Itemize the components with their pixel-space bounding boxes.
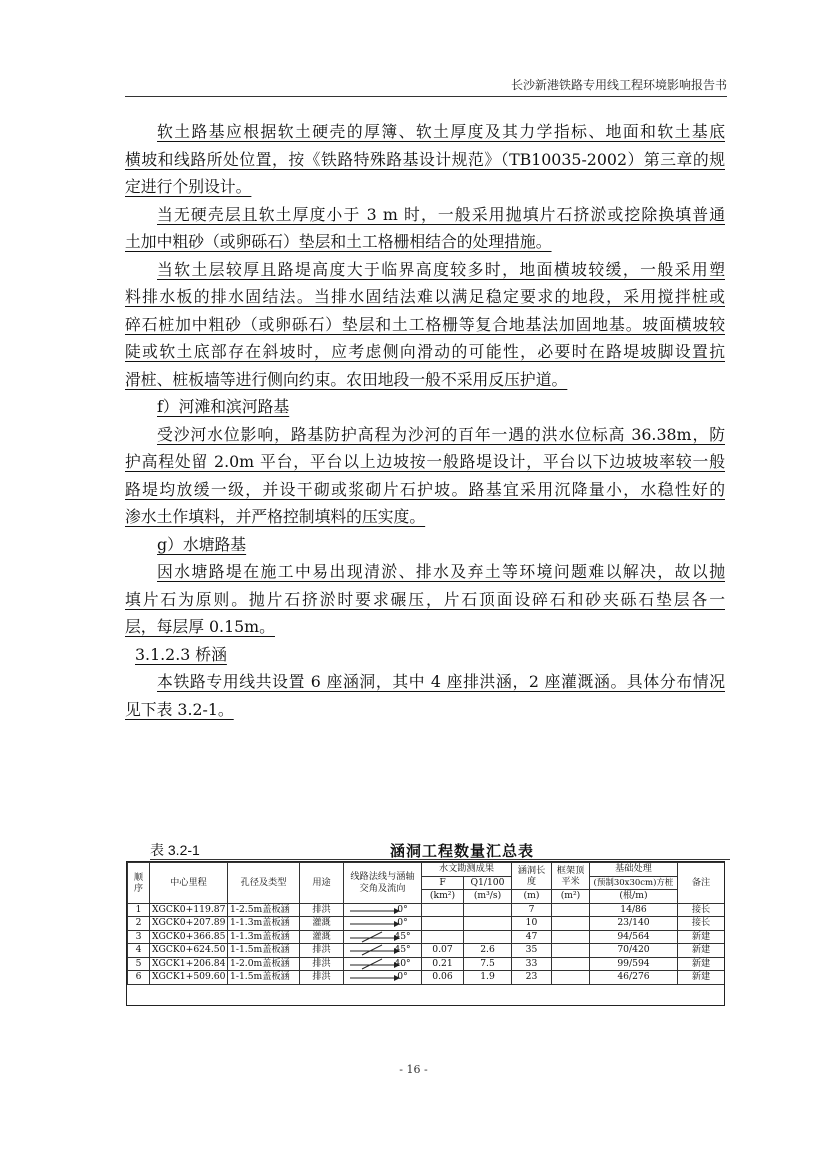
cell-length: 10 (512, 917, 552, 931)
th-hydro: 水文勘测成果 (422, 863, 512, 877)
cell-seq: 3 (128, 930, 150, 944)
cell-frame (552, 930, 590, 944)
th-f-unit: (km²) (422, 890, 464, 904)
th-foundation-sub: (预制30x30cm)方桩 (590, 876, 678, 890)
cell-foundation: 99/594 (590, 957, 678, 971)
heading-f: f）河滩和滨河路基 (157, 397, 290, 416)
cell-foundation: 23/140 (590, 917, 678, 931)
th-foundation: 基础处理 (590, 863, 678, 877)
cell-f: 0.06 (422, 971, 464, 985)
angle-value: 0° (397, 917, 408, 929)
table-number: 表 3.2-1 (150, 842, 200, 858)
cell-angle (344, 903, 422, 917)
cell-mileage: XGCK0+119.87 (150, 903, 228, 917)
cell-foundation: 94/564 (590, 930, 678, 944)
table-row (128, 957, 725, 971)
cell-seq: 1 (128, 903, 150, 917)
caption-rule (150, 859, 730, 860)
table-row (128, 903, 725, 917)
cell-length: 33 (512, 957, 552, 971)
cell-aperture: 1-2.0m盖板涵 (228, 957, 300, 971)
cell-f: 0.21 (422, 957, 464, 971)
p5-line-2: 填片石为原则。抛片石挤淤时要求碾压，片石顶面设碎石和砂夹砾石垫层各一 (125, 589, 725, 609)
angle-value: 45° (394, 944, 411, 956)
body-text (125, 118, 725, 723)
p1-line-3: 定进行个别设计。 (125, 177, 252, 196)
header-row-1 (128, 863, 725, 877)
cell-q: 7.5 (464, 957, 512, 971)
th-f: F (422, 876, 464, 890)
p5-line-1: 因水塘路堤在施工中易出现清淤、排水及弃土等环境问题难以解决，故以抛 (157, 562, 725, 581)
th-frame-unit: (m²) (552, 890, 590, 904)
p4-line-1: 受沙河水位影响，路基防护高程为沙河的百年一遇的洪水位标高 36.38m，防 (157, 424, 725, 444)
cell-aperture: 1-1.3m盖板涵 (228, 917, 300, 931)
cell-frame (552, 971, 590, 985)
cell-mileage: XGCK0+207.89 (150, 917, 228, 931)
p3-line-2: 料排水板的排水固结法。当排水固结法难以满足稳定要求的地段，采用搅拌桩或 (125, 287, 725, 306)
th-length-unit: (m) (512, 890, 552, 904)
header-rule (125, 96, 727, 97)
cell-aperture: 1-2.5m盖板涵 (228, 903, 300, 917)
th-frame: 框架顶平米 (552, 863, 590, 890)
cell-remark: 接长 (678, 903, 725, 917)
cell-frame (552, 917, 590, 931)
cell-use: 排洪 (300, 903, 344, 917)
running-header: 长沙新港铁路专用线工程环境影响报告书 (510, 78, 727, 92)
th-seq: 顺序 (128, 863, 150, 904)
cell-q: 2.6 (464, 944, 512, 958)
table-title: 涵洞工程数量汇总表 (390, 842, 535, 860)
cell-angle (344, 917, 422, 931)
table-caption (150, 840, 730, 860)
cell-mileage: XGCK1+509.60 (150, 971, 228, 985)
p3-line-5: 滑桩、桩板墙等进行侧向约束。农田地段一般不采用反压护道。 (125, 369, 568, 389)
table-row (128, 944, 725, 958)
cell-f: 0.07 (422, 944, 464, 958)
cell-seq: 4 (128, 944, 150, 958)
cell-q (464, 903, 512, 917)
p2-line-2: 土加中粗砂（或卵砾石）垫层和土工格栅相结合的处理措施。 (125, 232, 552, 251)
heading-g: g）水塘路基 (157, 534, 247, 554)
culvert-table (127, 862, 725, 985)
cell-remark: 新建 (678, 971, 725, 985)
th-foundation-unit: (根/m) (590, 890, 678, 904)
cell-use: 排洪 (300, 944, 344, 958)
p4-line-3: 路堤均放缓一级，并设干砌或浆砌片石护坡。路基宜采用沉降量小，水稳性好的 (125, 479, 725, 499)
cell-length: 7 (512, 903, 552, 917)
cell-f (422, 917, 464, 931)
th-angle: 线路法线与涵轴交角及流向 (344, 863, 422, 904)
page-number: - 16 - (399, 1063, 428, 1076)
angle-value: 45° (394, 930, 411, 942)
cell-frame (552, 957, 590, 971)
p3-line-1: 当软土层较厚且路堤高度大于临界高度较多时，地面横坡较缓，一般采用塑 (157, 259, 725, 279)
p6-line-2: 见下表 3.2-1。 (125, 699, 234, 719)
cell-mileage: XGCK0+624.50 (150, 944, 228, 958)
th-use: 用途 (300, 863, 344, 904)
th-remark: 备注 (678, 863, 725, 904)
cell-angle (344, 971, 422, 985)
th-aperture: 孔径及类型 (228, 863, 300, 904)
th-mileage: 中心里程 (150, 863, 228, 904)
th-q: Q1/100 (464, 876, 512, 890)
table-body (128, 903, 725, 984)
cell-remark: 新建 (678, 944, 725, 958)
table-row (128, 917, 725, 931)
cell-frame (552, 903, 590, 917)
th-length: 涵洞长度 (512, 863, 552, 890)
cell-angle (344, 957, 422, 971)
cell-length: 23 (512, 971, 552, 985)
cell-seq: 6 (128, 971, 150, 985)
cell-mileage: XGCK1+206.84 (150, 957, 228, 971)
cell-q: 1.9 (464, 971, 512, 985)
cell-aperture: 1-1.5m盖板涵 (228, 971, 300, 985)
p4-line-2: 护高程处留 2.0m 平台，平台以上边坡按一般路堤设计，平台以下边坡坡率较一般 (125, 452, 725, 471)
th-q-unit: (m³/s) (464, 890, 512, 904)
table-row (128, 971, 725, 985)
cell-use: 灌溉 (300, 930, 344, 944)
angle-value: 0° (397, 903, 408, 915)
cell-use: 灌溉 (300, 917, 344, 931)
cell-remark: 新建 (678, 930, 725, 944)
cell-aperture: 1-1.3m盖板涵 (228, 930, 300, 944)
cell-f (422, 930, 464, 944)
cell-aperture: 1-1.5m盖板涵 (228, 944, 300, 958)
cell-q (464, 930, 512, 944)
cell-foundation: 14/86 (590, 903, 678, 917)
p6-line-1: 本铁路专用线共设置 6 座涵洞，其中 4 座排洪涵，2 座灌溉涵。具体分布情况 (157, 672, 725, 691)
cell-angle (344, 930, 422, 944)
p1-line-1: 软土路基应根据软土硬壳的厚簿、软土厚度及其力学指标、地面和软土基底 (157, 122, 725, 141)
p5-line-3: 层，每层厚 0.15m。 (125, 617, 275, 636)
cell-f (422, 903, 464, 917)
section-heading: 3.1.2.3 桥涵 (135, 644, 227, 664)
cell-use: 排洪 (300, 971, 344, 985)
p4-line-4: 渗水土作填料，并严格控制填料的压实度。 (125, 507, 426, 526)
angle-value: 40° (394, 957, 411, 969)
cell-length: 47 (512, 930, 552, 944)
p1-line-2: 横坡和线路所处位置，按《铁路特殊路基设计规范》（TB10035-2002）第三章的规 (125, 149, 725, 169)
cell-angle (344, 944, 422, 958)
cell-seq: 5 (128, 957, 150, 971)
cell-foundation: 70/420 (590, 944, 678, 958)
cell-remark: 接长 (678, 917, 725, 931)
cell-mileage: XGCK0+366.85 (150, 930, 228, 944)
p3-line-3: 碎石桩加中粗砂（或卵砾石）垫层和土工格栅等复合地基法加固地基。坡面横坡较 (125, 314, 725, 334)
p3-line-4: 陡或软土底部存在斜坡时，应考虑侧向滑动的可能性，必要时在路堤坡脚设置抗 (125, 342, 725, 361)
cell-foundation: 46/276 (590, 971, 678, 985)
cell-remark: 新建 (678, 957, 725, 971)
cell-frame (552, 944, 590, 958)
table-row (128, 930, 725, 944)
angle-value: 0° (397, 971, 408, 983)
cell-length: 35 (512, 944, 552, 958)
cell-seq: 2 (128, 917, 150, 931)
cell-use: 排洪 (300, 957, 344, 971)
cell-q (464, 917, 512, 931)
p2-line-1: 当无硬壳层且软土厚度小于 3 m 时，一般采用抛填片石挤淤或挖除换填普通 (157, 204, 725, 224)
